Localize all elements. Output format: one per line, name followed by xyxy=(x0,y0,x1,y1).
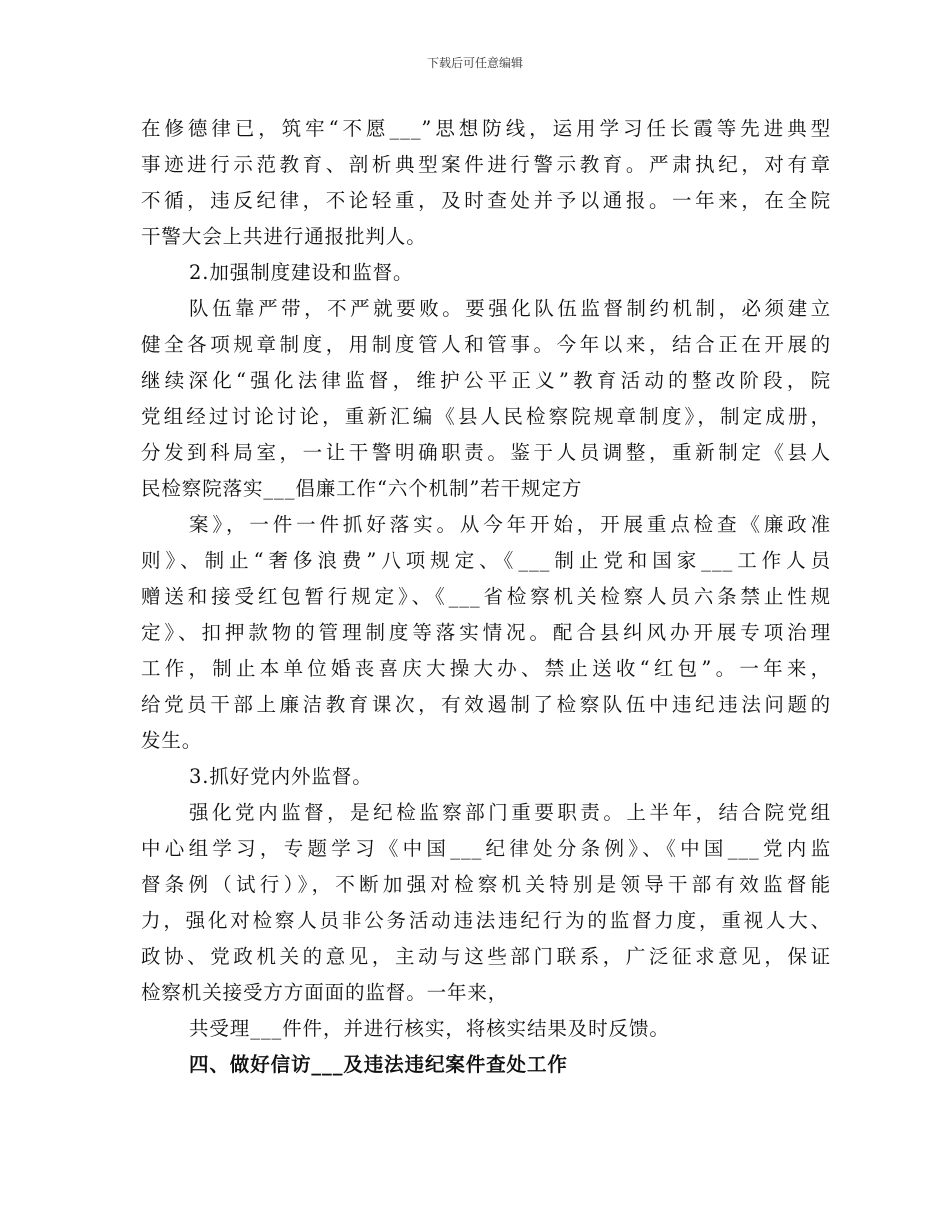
text-line: 四、做好信访___及违法违纪案件查处工作 xyxy=(189,1053,568,1076)
text-line: 力，强化对检察人员非公务活动违法违纪行为的监督力度，重视人大、 xyxy=(141,909,831,932)
page-header: 下载后可任意编辑 xyxy=(426,56,523,70)
text-line: 案》，一件一件抓好落实。从今年开始，开展重点检查《廉政准 xyxy=(189,513,831,536)
text-line: 共受理___件件，并进行核实，将核实结果及时反馈。 xyxy=(189,1017,670,1040)
text-line: 发生。 xyxy=(141,729,203,752)
text-line: 3.抓好党内外监督。 xyxy=(189,765,373,788)
text-line: 强化党内监督，是纪检监察部门重要职责。上半年，结合院党组 xyxy=(189,801,831,824)
text-line: 给党员干部上廉洁教育课次，有效遏制了检察队伍中违纪违法问题的 xyxy=(141,693,831,716)
text-line: 检察机关接受方方面面的监督。一年来， xyxy=(141,981,509,1004)
text-line: 在修德律已，筑牢“不愿___”思想防线，运用学习任长霞等先进典型 xyxy=(141,117,831,140)
text-line: 民检察院落实___倡廉工作“六个机制”若干规定方 xyxy=(141,477,583,500)
text-line: 事迹进行示范教育、剖析典型案件进行警示教育。严肃执纪，对有章 xyxy=(141,153,831,176)
text-line: 分发到科局室，一让干警明确职责。鉴于人员调整，重新制定《县人 xyxy=(141,441,831,464)
text-line: 定》、扣押款物的管理制度等落实情况。配合县纠风办开展专项治理 xyxy=(141,621,831,644)
text-line: 督条例（试行）》，不断加强对检察机关特别是领导干部有效监督能 xyxy=(141,873,831,896)
text-line: 健全各项规章制度，用制度管人和管事。今年以来，结合正在开展的 xyxy=(141,333,831,356)
text-line: 则》、制止“奢侈浪费”八项规定、《___制止党和国家___工作人员 xyxy=(141,549,831,572)
text-line: 赠送和接受红包暂行规定》、《___省检察机关检察人员六条禁止性规 xyxy=(141,585,831,608)
text-line: 不循，违反纪律，不论轻重，及时查处并予以通报。一年来，在全院 xyxy=(141,189,831,212)
text-line: 继续深化“强化法律监督，维护公平正义”教育活动的整改阶段，院 xyxy=(141,369,831,392)
document-body xyxy=(141,111,831,1083)
text-line: 队伍靠严带，不严就要败。要强化队伍监督制约机制，必须建立 xyxy=(189,297,831,320)
text-line: 工作，制止本单位婚丧喜庆大操大办、禁止送收“红包”。一年来， xyxy=(141,657,831,680)
text-line: 中心组学习，专题学习《中国___纪律处分条例》、《中国___党内监 xyxy=(141,837,831,860)
text-line: 党组经过讨论讨论，重新汇编《县人民检察院规章制度》，制定成册， xyxy=(141,405,831,428)
text-line: 干警大会上共进行通报批判人。 xyxy=(141,225,427,248)
text-line: 2.加强制度建设和监督。 xyxy=(189,261,414,284)
text-line: 政协、党政机关的意见，主动与这些部门联系，广泛征求意见，保证 xyxy=(141,945,831,968)
